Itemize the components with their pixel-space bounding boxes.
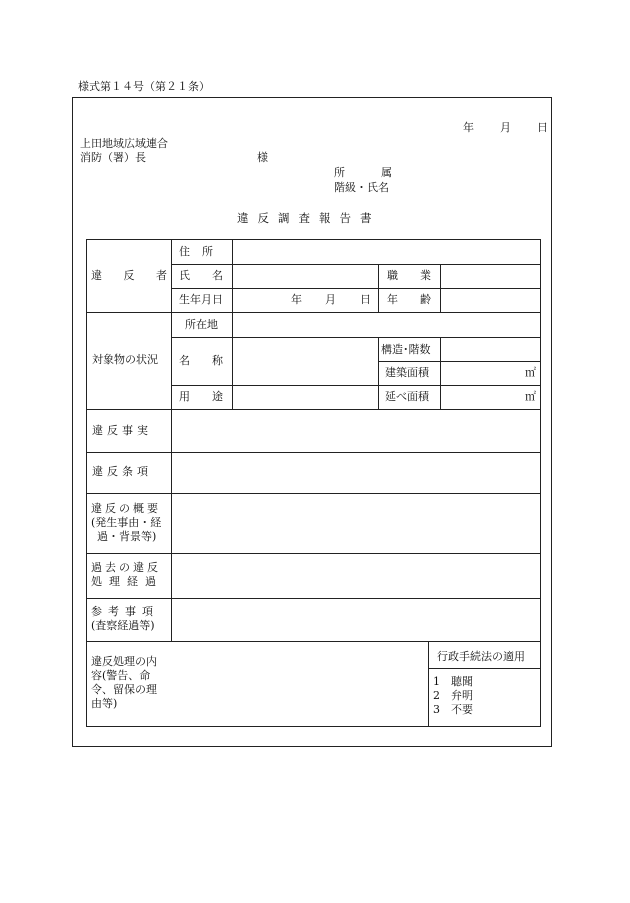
age-label: 年齢 — [387, 293, 453, 306]
recipient-line2: 消防（署）長 — [80, 151, 146, 164]
row-line — [87, 312, 541, 313]
row-line — [428, 668, 541, 669]
use-label: 用途 — [179, 390, 245, 403]
row-line — [87, 598, 541, 599]
document-title: 違反調査報告書 — [237, 211, 381, 225]
admin-procedure-header: 行政手続法の適用 — [437, 650, 525, 663]
row-line — [87, 641, 541, 642]
row-line — [87, 409, 541, 410]
history-label: 過去の違反 処理経過 — [91, 561, 163, 588]
sender-affiliation-1: 所 — [334, 166, 345, 179]
name-label: 氏名 — [179, 269, 245, 282]
clauses-label: 違反条項 — [92, 465, 152, 478]
building-area-unit: ㎡ — [525, 366, 536, 379]
birth-month: 月 — [325, 293, 336, 306]
target-name-label: 名称 — [179, 354, 245, 367]
row-line — [171, 337, 541, 338]
date-day: 日 — [537, 121, 548, 134]
col-line — [171, 240, 172, 641]
birth-year: 年 — [291, 293, 302, 306]
recipient-honorific: 様 — [257, 151, 268, 164]
disposition-label: 違反処理の内 容(警告、命 令、留保の理 由等) — [91, 655, 157, 710]
floor-area-unit: ㎡ — [525, 390, 536, 403]
address-label: 住所 — [179, 245, 225, 258]
building-area-label: 建築面積 — [385, 366, 429, 379]
col-line — [428, 641, 429, 727]
option-explanation: 2 弁明 — [433, 689, 473, 702]
form-number: 様式第１４号（第２１条） — [78, 80, 210, 93]
summary-label: 違反の概要 (発生事由・経 過・背景等) — [91, 502, 162, 543]
violator-header: 違 反 者 — [91, 269, 167, 282]
recipient-line1: 上田地域広域連合 — [80, 137, 168, 150]
row-line — [87, 553, 541, 554]
option-hearing: 1 聴聞 — [433, 675, 473, 688]
row-line — [87, 452, 541, 453]
row-line — [87, 493, 541, 494]
row-line — [171, 385, 541, 386]
report-table — [86, 239, 541, 727]
location-label: 所在地 — [185, 318, 218, 331]
col-line — [232, 240, 233, 409]
birthdate-label: 生年月日 — [179, 293, 223, 306]
col-line — [378, 337, 379, 409]
row-line — [171, 264, 541, 265]
admin-procedure-options — [433, 675, 473, 717]
structure-label: 構造･階数 — [381, 343, 431, 356]
row-line — [378, 361, 541, 362]
date-year: 年 — [463, 121, 474, 134]
col-line — [378, 264, 379, 312]
sender-affiliation-2: 属 — [381, 166, 392, 179]
floor-area-label: 延べ面積 — [385, 390, 429, 403]
col-line — [440, 337, 441, 409]
date-month: 月 — [500, 121, 511, 134]
birth-day: 日 — [360, 293, 371, 306]
facts-label: 違反事実 — [92, 424, 152, 437]
reference-label: 参考事項 (査察経過等) — [91, 605, 159, 632]
option-not-required: 3 不要 — [433, 703, 473, 716]
occupation-label: 職業 — [387, 269, 453, 282]
sender-rank-name: 階級・氏名 — [334, 181, 389, 194]
row-line — [171, 288, 541, 289]
target-header: 対象物の状況 — [92, 353, 158, 366]
